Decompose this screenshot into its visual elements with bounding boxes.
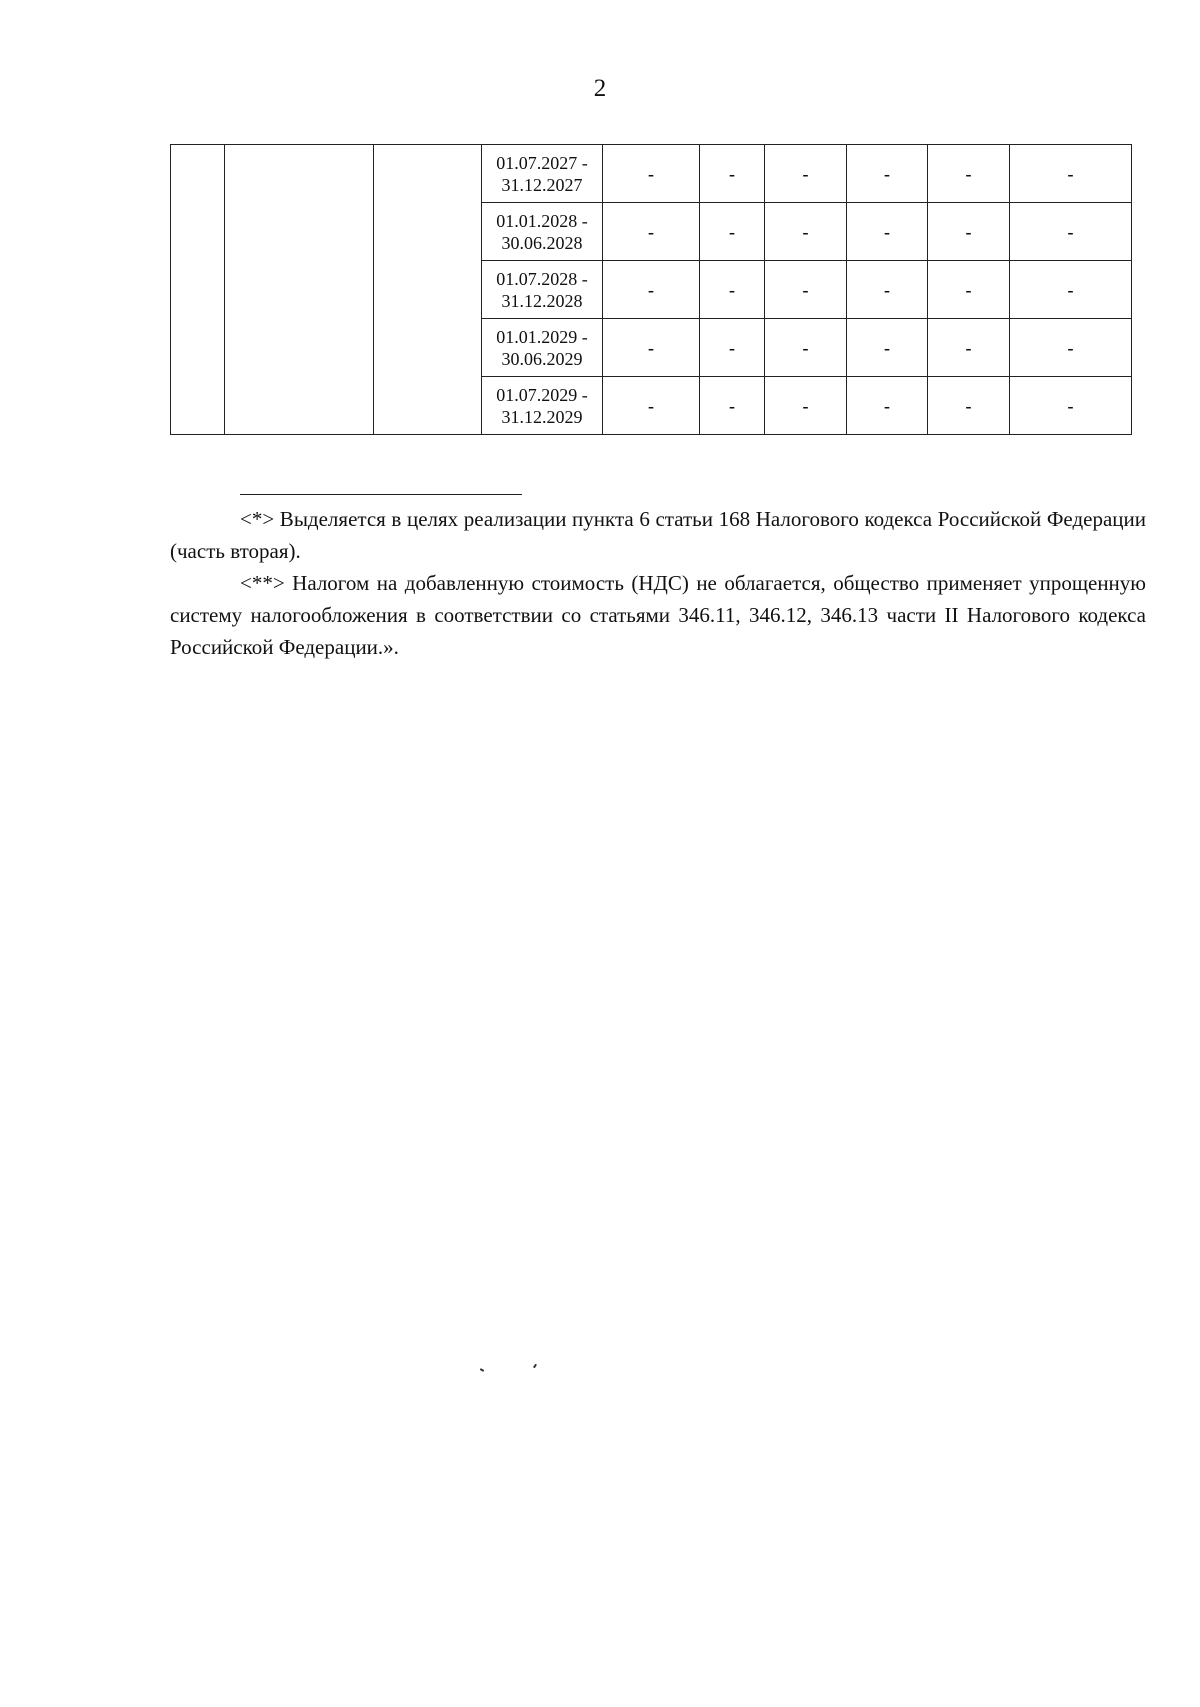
- footnotes-block: [170, 503, 1146, 663]
- value-cell: -: [928, 261, 1010, 319]
- period-cell: 01.07.2028 - 31.12.2028: [482, 261, 603, 319]
- period-cell: 01.01.2028 - 30.06.2028: [482, 203, 603, 261]
- value-cell: -: [847, 261, 928, 319]
- value-cell: -: [603, 261, 700, 319]
- value-cell: -: [928, 319, 1010, 377]
- value-cell: -: [928, 377, 1010, 435]
- value-cell: -: [1010, 203, 1132, 261]
- footnote-vat-exemption: <**> Налогом на добавленную стоимость (НДС) не облагается, общество применяет упрощенную систему налогообложения в соответствии со статьями 346.11, 346.12, 346.13 части II Налогового кодекса Российской Федерации.».: [170, 571, 1146, 659]
- organization-cell: [225, 145, 374, 435]
- value-cell: -: [765, 319, 847, 377]
- footnote-vat-allocation: <*> Выделяется в целях реализации пункта 6 статьи 168 Налогового кодекса Российской Федерации (часть вторая).: [170, 507, 1146, 563]
- value-cell: -: [928, 203, 1010, 261]
- value-cell: -: [847, 377, 928, 435]
- scan-speck: [533, 1364, 537, 1368]
- footnote-separator: [240, 494, 522, 495]
- value-cell: -: [1010, 145, 1132, 203]
- value-cell: -: [765, 377, 847, 435]
- value-cell: -: [847, 319, 928, 377]
- value-cell: -: [928, 145, 1010, 203]
- table-row: [171, 145, 1132, 203]
- value-cell: -: [700, 261, 765, 319]
- value-cell: -: [1010, 319, 1132, 377]
- value-cell: -: [700, 145, 765, 203]
- value-cell: -: [765, 203, 847, 261]
- value-cell: -: [1010, 377, 1132, 435]
- value-cell: -: [1010, 261, 1132, 319]
- scan-speck: [480, 1368, 484, 1372]
- row-number-cell: [171, 145, 225, 435]
- period-cell: 01.07.2027 - 31.12.2027: [482, 145, 603, 203]
- period-cell: 01.07.2029 - 31.12.2029: [482, 377, 603, 435]
- period-cell: 01.01.2029 - 30.06.2029: [482, 319, 603, 377]
- value-cell: -: [603, 203, 700, 261]
- page-number: 2: [593, 75, 607, 102]
- value-cell: -: [847, 203, 928, 261]
- value-cell: -: [847, 145, 928, 203]
- value-cell: -: [603, 377, 700, 435]
- value-cell: -: [765, 261, 847, 319]
- tariff-type-cell: [374, 145, 482, 435]
- tariff-table: [170, 144, 1132, 435]
- value-cell: -: [603, 145, 700, 203]
- value-cell: -: [700, 377, 765, 435]
- value-cell: -: [765, 145, 847, 203]
- value-cell: -: [603, 319, 700, 377]
- value-cell: -: [700, 203, 765, 261]
- value-cell: -: [700, 319, 765, 377]
